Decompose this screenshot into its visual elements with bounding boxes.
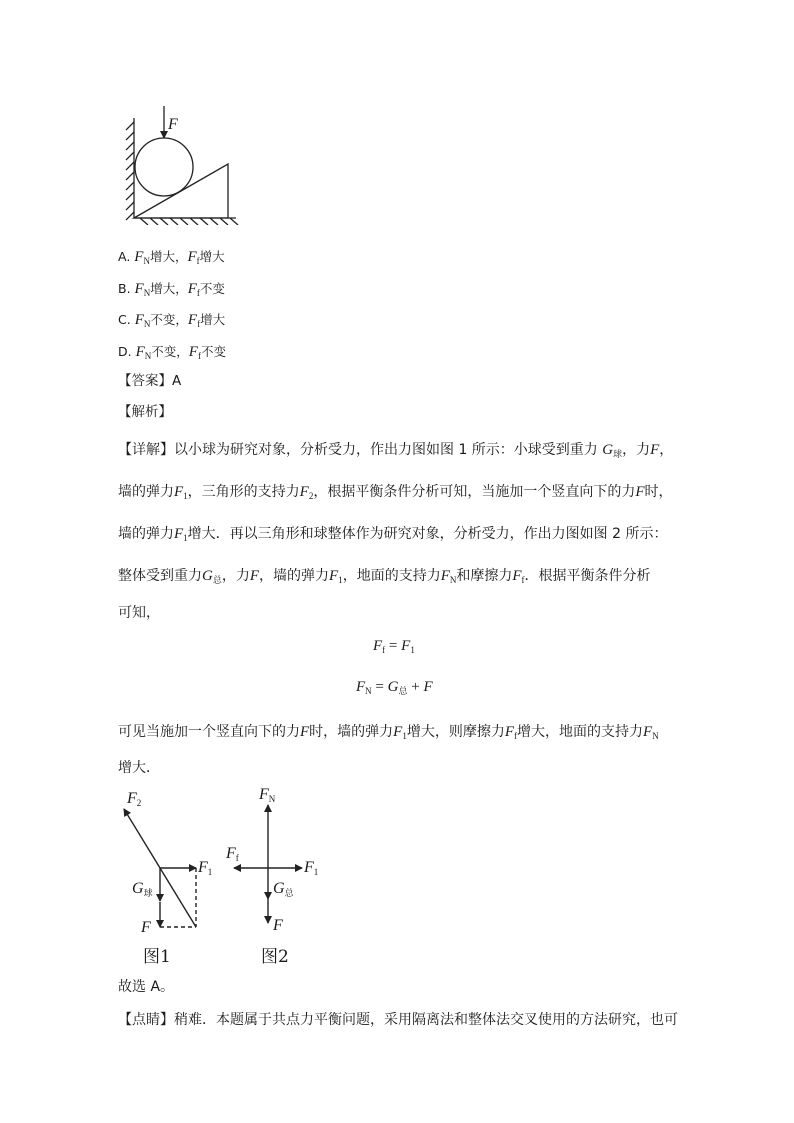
fig1-g-label: $G_球$ (132, 880, 153, 898)
figure-1 (124, 809, 196, 927)
option-a[interactable]: A. $F_N$增大，$F_f$增大 (118, 249, 225, 266)
option-b[interactable]: B. $F_N$增大，$F_f$不变 (118, 281, 225, 298)
fig2-f-label: F (273, 917, 283, 934)
fig2-f1-label: $F_1$ (304, 859, 319, 877)
detail-line-7: 增大． (118, 760, 160, 776)
detail-line-4: 整体受到重力$G_总$，力F，墙的弹力$F_1$，地面的支持力$F_N$和摩擦力$F_f$．根据平衡条件分析 (118, 568, 651, 585)
detail-line-5: 可知， (118, 605, 160, 621)
fig2-ff-label: $F_f$ (226, 845, 239, 863)
fig2-g-label: $G_总$ (273, 880, 294, 898)
equation-2: $F_N = G_总 + F$ (356, 679, 433, 696)
detail-line-1: 【详解】以小球为研究对象，分析受力，作出力图如图 1 所示：小球受到重力 $G_球$，力F， (118, 442, 674, 459)
ground-hatching (134, 218, 238, 225)
ball (135, 138, 193, 196)
f2-extension (160, 868, 196, 927)
fig1-f2-label: $F_2$ (127, 790, 142, 808)
option-d[interactable]: D. $F_N$不变，$F_f$不变 (118, 344, 226, 361)
figure-2 (234, 805, 302, 923)
conclusion-line: 故选 A。 (118, 979, 175, 995)
equation-1: $F_f = F_1$ (373, 638, 415, 655)
detail-line-2: 墙的弹力$F_1$，三角形的支持力$F_2$，根据平衡条件分析可知，当施加一个竖直向下的力F时， (118, 484, 673, 501)
comment-line: 【点睛】稍难．本题属于共点力平衡问题，采用隔离法和整体法交叉使用的方法研究，也可 (118, 1012, 678, 1028)
ball-wedge-diagram (118, 100, 248, 225)
wall-hatching (126, 118, 134, 220)
answer-line: 【答案】A (118, 373, 182, 389)
analysis-heading: 【解析】 (118, 404, 172, 420)
fig1-f1-label: $F_1$ (198, 859, 213, 877)
figure-1-caption: 图1 (143, 947, 171, 967)
fig1-f-label: F (141, 919, 151, 936)
figure-2-caption: 图2 (261, 947, 289, 967)
force-F-label: F (168, 116, 178, 133)
fig2-fn-label: $F_N$ (259, 786, 276, 804)
option-c[interactable]: C. $F_N$不变，$F_f$增大 (118, 312, 226, 329)
f2-vector (124, 809, 160, 868)
detail-line-6: 可见当施加一个竖直向下的力F时，墙的弹力$F_1$增大，则摩擦力$F_f$增大，地面的支持力$F_N$ (118, 724, 659, 741)
detail-line-3: 墙的弹力$F_1$增大．再以三角形和球整体作为研究对象，分析受力，作出力图如图 2 所示： (118, 526, 668, 543)
